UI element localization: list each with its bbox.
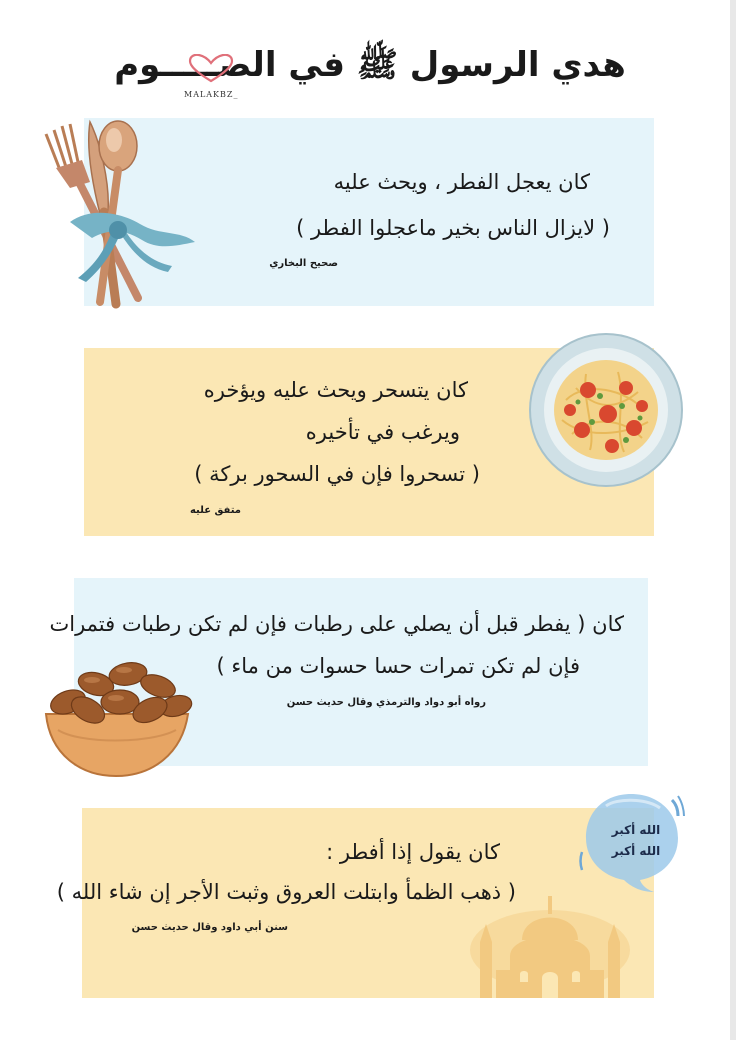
pasta-plate-icon — [526, 330, 686, 490]
card-2-source: متفق عليه — [189, 505, 241, 516]
card-3-line-1: كان ( يفطر قبل أن يصلي على رطبات فإن لم تكن رطبات فتمرات — [49, 612, 624, 636]
mosque-watercolor-icon — [460, 890, 640, 1000]
card-4-line-1: كان يقول إذا أفطر : — [326, 840, 500, 864]
card-1-line-2: ( لايزال الناس بخير ماعجلوا الفطر ) — [296, 216, 610, 240]
card-2-line-1: كان يتسحر ويحث عليه ويؤخره — [203, 378, 468, 402]
card-1-line-1: كان يعجل الفطر ، ويحث عليه — [333, 170, 590, 194]
bubble-text — [606, 820, 666, 862]
card-2-line-3: ( تسحروا فإن في السحور بركة ) — [194, 462, 480, 486]
bubble-line-1: الله أكبر — [611, 823, 661, 837]
card-1-source: صحيح البخاري — [269, 258, 338, 269]
card-2-line-2: ويرغب في تأخيره — [305, 420, 460, 444]
card-3-line-2: فإن لم تكن تمرات حسا حسوات من ماء ) — [216, 654, 580, 678]
card-4-line-2: ( ذهب الظمأ وابتلت العروق وثبت الأجر إن شاء الله ) — [56, 880, 516, 904]
dates-bowl-icon — [40, 644, 200, 784]
page-edge — [730, 0, 736, 1040]
heart-icon — [188, 54, 234, 84]
page-title: هدي الرسول ﷺ في الصـــــوم — [114, 45, 626, 85]
bubble-line-2: الله أكبر — [611, 844, 661, 858]
card-3-source: رواه أبو دواد والترمذي وقال حديث حسن — [286, 697, 486, 708]
cutlery-icon — [30, 112, 210, 312]
brand-label: MALAKBZ_ — [184, 90, 239, 99]
card-4-source: سنن أبي داود وقال حديث حسن — [131, 922, 288, 933]
